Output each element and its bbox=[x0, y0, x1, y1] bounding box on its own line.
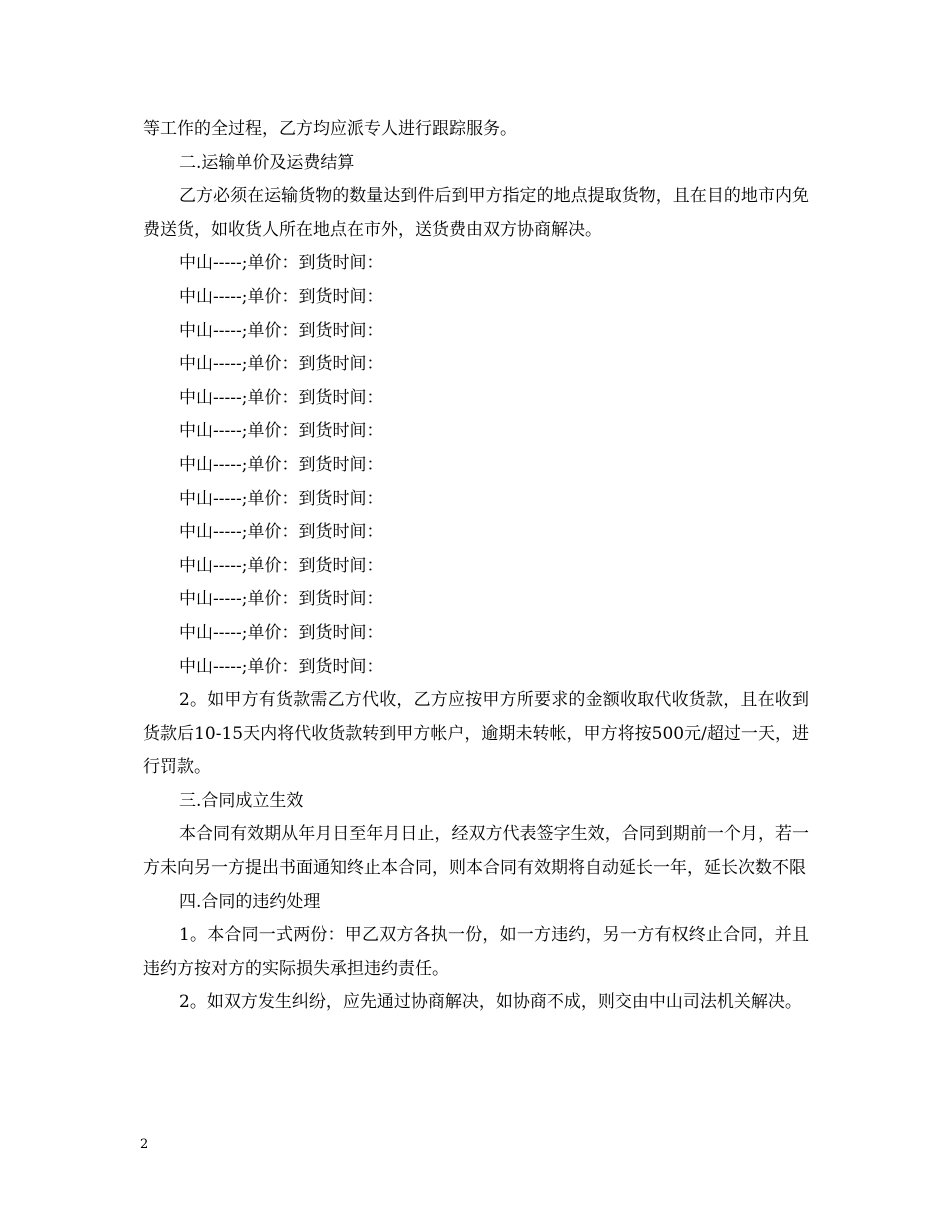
bottom-paragraphs bbox=[143, 684, 809, 1020]
top-paragraphs bbox=[143, 113, 809, 247]
rate-row: 中山-----;单价：到货时间： bbox=[179, 354, 384, 375]
paragraph: 本合同有效期从年月日至年月日止，经双方代表签字生效，合同到期前一个月，若一方未向另一方提出书面通知终止本合同，则本合同有效期将自动延长一年，延长次数不限 bbox=[143, 824, 809, 879]
page-number: 2 bbox=[140, 1137, 149, 1152]
rate-row: 中山-----;单价：到货时间： bbox=[179, 253, 384, 274]
rate-row: 中山-----;单价：到货时间： bbox=[179, 589, 384, 610]
document-body bbox=[143, 113, 809, 1020]
paragraph: 乙方必须在运输货物的数量达到件后到甲方指定的地点提取货物，且在目的地市内免费送货，如收货人所在地点在市外，送货费由双方协商解决。 bbox=[143, 186, 809, 240]
rate-row: 中山-----;单价：到货时间： bbox=[179, 286, 384, 307]
paragraph: 二.运输单价及运费结算 bbox=[179, 152, 355, 173]
paragraph: 1。本合同一式两份：甲乙双方各执一份，如一方违约，另一方有权终止合同，并且违约方按对方的实际损失承担违约责任。 bbox=[143, 925, 809, 979]
rate-row: 中山-----;单价：到货时间： bbox=[179, 656, 384, 677]
paragraph: 2。如双方发生纠纷，应先通过协商解决，如协商不成，则交由中山司法机关解决。 bbox=[179, 992, 802, 1013]
rate-row: 中山-----;单价：到货时间： bbox=[179, 522, 384, 543]
rate-row: 中山-----;单价：到货时间： bbox=[179, 387, 384, 408]
rate-row: 中山-----;单价：到货时间： bbox=[179, 454, 384, 475]
paragraph: 三.合同成立生效 bbox=[179, 790, 304, 811]
rate-row: 中山-----;单价：到货时间： bbox=[179, 421, 384, 442]
paragraph: 四.合同的违约处理 bbox=[179, 891, 321, 912]
rate-row: 中山-----;单价：到货时间： bbox=[179, 320, 384, 341]
paragraph: 2。如甲方有货款需乙方代收，乙方应按甲方所要求的金额收取代收货款，且在收到货款后10-15天内将代收货款转到甲方帐户，逾期未转帐，甲方将按500元/超过一天，进行罚款。 bbox=[143, 690, 809, 778]
rate-row: 中山-----;单价：到货时间： bbox=[179, 555, 384, 576]
rate-row: 中山-----;单价：到货时间： bbox=[179, 488, 384, 509]
rate-row: 中山-----;单价：到货时间： bbox=[179, 622, 384, 643]
rate-list bbox=[143, 247, 809, 684]
paragraph: 等工作的全过程，乙方均应派专人进行跟踪服务。 bbox=[143, 119, 517, 139]
